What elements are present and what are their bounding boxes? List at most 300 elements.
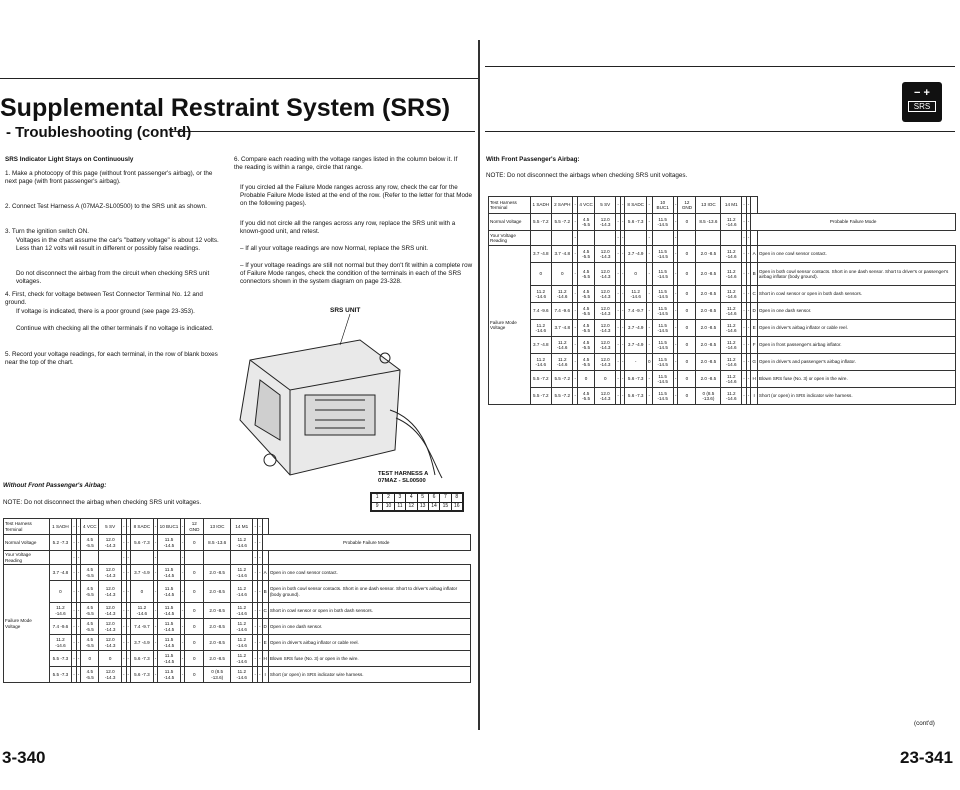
mode-letter: B (751, 263, 758, 286)
reading-cell: - (253, 551, 258, 565)
reading-row (4, 551, 471, 565)
voltage-cell: - (122, 581, 127, 603)
voltage-cell: - (76, 667, 81, 683)
pin: 6 (429, 494, 439, 502)
mode-letter: D (751, 303, 758, 320)
voltage-cell: - (253, 651, 258, 667)
voltage-cell: 5.6 -7.3 (131, 651, 154, 667)
voltage-cell: - (153, 581, 158, 603)
mode-description: Blown SRS fuse (No. 3) or open in the wire. (757, 371, 955, 388)
voltage-cell: 0 (678, 286, 696, 303)
voltage-cell: - (253, 635, 258, 651)
voltage-cell: - (76, 581, 81, 603)
voltage-cell: - (616, 388, 621, 405)
voltage-cell: - (253, 535, 258, 551)
pin: 11 (395, 503, 405, 511)
voltage-cell: 0 (185, 651, 204, 667)
voltage-cell: 0 (99, 651, 122, 667)
voltage-table-without-passenger-airbag (3, 518, 471, 683)
voltage-cell: - (257, 619, 262, 635)
reading-cell: - (620, 231, 625, 246)
normal-label: Normal Voltage (4, 535, 50, 551)
voltage-cell: 0 (185, 603, 204, 619)
reading-cell: - (72, 551, 77, 565)
failure-row (489, 320, 956, 337)
voltage-cell: - (746, 246, 751, 263)
voltage-cell: - (122, 667, 127, 683)
voltage-cell: 12.0 -14.3 (99, 667, 122, 683)
voltage-cell: 12.0 -14.3 (99, 565, 122, 581)
reading-cell: - (122, 551, 127, 565)
voltage-cell: 4.5 -5.5 (578, 320, 595, 337)
voltage-cell: 11.2 -14.6 (49, 603, 72, 619)
voltage-cell: - (673, 337, 678, 354)
normal-row (489, 214, 956, 231)
voltage-cell: - (616, 263, 621, 286)
mode-letter: F (751, 337, 758, 354)
header-rule-top-left (0, 78, 480, 79)
reading-cell (696, 231, 721, 246)
voltage-cell: - (153, 635, 158, 651)
voltage-cell: - (620, 286, 625, 303)
voltage-cell: - (616, 246, 621, 263)
voltage-cell: - (625, 354, 647, 371)
terminal-cell: 2 SAPH (552, 197, 573, 214)
voltage-cell: - (746, 388, 751, 405)
voltage-cell: 11.5 -14.5 (158, 619, 181, 635)
voltage-cell: 2.0 -8.5 (204, 635, 231, 651)
srs-unit-label: SRS UNIT (330, 307, 361, 314)
voltage-cell: - (253, 667, 258, 683)
voltage-cell: 12.0 -14.3 (595, 337, 616, 354)
without-passenger-airbag-heading: Without Front Passenger's Airbag: (3, 482, 107, 489)
voltage-cell: - (253, 603, 258, 619)
reading-cell (185, 551, 204, 565)
voltage-cell: - (646, 320, 652, 337)
page-number-left: 3-340 (2, 748, 46, 767)
voltage-cell: 0 (185, 535, 204, 551)
voltage-cell: 0 (678, 303, 696, 320)
voltage-cell: - (76, 635, 81, 651)
reading-cell: - (616, 231, 621, 246)
voltage-cell: 11.5 -14.5 (158, 581, 181, 603)
voltage-cell: - (180, 565, 185, 581)
pin: 12 (406, 503, 416, 511)
voltage-cell: 5.5 -7.2 (552, 214, 573, 231)
voltage-cell: 0 (595, 371, 616, 388)
voltage-cell: 2.0 -8.5 (696, 263, 721, 286)
voltage-cell: - (742, 214, 747, 231)
voltage-cell: - (573, 320, 578, 337)
voltage-cell: 11.2 -14.6 (552, 337, 573, 354)
voltage-cell: - (746, 286, 751, 303)
voltage-cell: - (620, 388, 625, 405)
pin: 8 (452, 494, 462, 502)
probable-label: Probable Failure Mode (751, 214, 956, 231)
voltage-cell: - (257, 535, 262, 551)
reading-cell: - (257, 551, 262, 565)
voltage-cell: 11.5 -14.5 (158, 667, 181, 683)
voltage-cell: 12.0 -14.3 (595, 354, 616, 371)
voltage-cell: - (153, 535, 158, 551)
voltage-cell: - (72, 565, 77, 581)
voltage-cell: 4.5 -5.5 (81, 603, 99, 619)
header-rule-right (485, 66, 955, 67)
failure-row (489, 354, 956, 371)
voltage-cell: - (72, 651, 77, 667)
mode-description: Open in one cowl sensor contact. (757, 246, 955, 263)
voltage-cell: 12.0 -14.3 (595, 320, 616, 337)
voltage-cell: 2.0 -8.5 (696, 354, 721, 371)
failure-row (489, 286, 956, 303)
voltage-cell: 0 (578, 371, 595, 388)
step-3-bullet-1: Voltages in the chart assume the car's "battery voltage" is about 12 volts. Less than 12 volts will result in different or possibly false readings. (16, 237, 219, 253)
voltage-cell: - (76, 535, 81, 551)
reading-cell (530, 231, 552, 246)
voltage-cell: 7.4 -9.7 (625, 303, 647, 320)
mode-description: Short in cowl sensor or open in both dash sensors. (757, 286, 955, 303)
voltage-cell: - (646, 337, 652, 354)
voltage-cell: - (573, 371, 578, 388)
voltage-cell: 12.0 -14.3 (595, 388, 616, 405)
voltage-cell: 2.0 -8.5 (696, 337, 721, 354)
voltage-cell: 0 (552, 263, 573, 286)
terminal-cell: 10 BUC1 (652, 197, 673, 214)
mode-letter: C (262, 603, 268, 619)
with-passenger-airbag-note: NOTE: Do not disconnect the airbags when checking SRS unit voltages. (486, 172, 688, 179)
terminal-cell: - (257, 519, 262, 535)
voltage-cell: 11.2 -14.6 (721, 286, 742, 303)
terminal-cell: - (616, 197, 621, 214)
voltage-table-with-passenger-airbag (488, 196, 956, 405)
mode-description: Short (or open) in SRS indicator wire harness. (268, 667, 470, 683)
voltage-cell: 0 (678, 246, 696, 263)
voltage-cell: 0 (678, 214, 696, 231)
voltage-cell: 11.5 -14.5 (158, 565, 181, 581)
without-passenger-airbag-note: NOTE: Do not disconnect the airbag when checking SRS unit voltages. (3, 499, 202, 506)
voltage-cell: - (742, 246, 747, 263)
reading-cell: - (126, 551, 131, 565)
voltage-cell: 2.0 -8.5 (204, 651, 231, 667)
mode-description: Short in cowl sensor or open in both dash sensors. (268, 603, 470, 619)
voltage-cell: 2.0 -8.5 (696, 303, 721, 320)
mode-letter: E (262, 635, 268, 651)
voltage-cell: 11.2 -14.6 (721, 388, 742, 405)
voltage-cell: - (573, 354, 578, 371)
mode-letter: I (751, 388, 758, 405)
voltage-cell: 11.5 -14.5 (652, 286, 673, 303)
mode-description: Open in both cowl sensor contacts. Short in one dash sensor. Short to driver's or passenger's airbag inflator (body ground). (757, 263, 955, 286)
pin: 15 (440, 503, 450, 511)
terminal-cell: - (76, 519, 81, 535)
mode-cell (751, 197, 758, 214)
voltage-cell: - (76, 565, 81, 581)
reading-cell (49, 551, 72, 565)
voltage-cell: 11.2 -14.6 (231, 603, 253, 619)
step-3: 3. Turn the ignition switch ON. (5, 228, 89, 235)
voltage-cell: - (620, 303, 625, 320)
voltage-cell: 3.7 -4.9 (625, 246, 647, 263)
voltage-cell: 11.2 -14.6 (530, 320, 552, 337)
failure-row (4, 619, 471, 635)
voltage-cell: - (180, 581, 185, 603)
voltage-cell: - (673, 354, 678, 371)
voltage-cell: 11.5 -14.5 (652, 371, 673, 388)
reading-cell (721, 231, 742, 246)
voltage-cell: 11.2 -14.6 (721, 337, 742, 354)
pin: 14 (429, 503, 439, 511)
header-rule-mid (170, 131, 475, 132)
voltage-cell: 11.2 -14.6 (231, 535, 253, 551)
voltage-cell: - (616, 354, 621, 371)
terminal-cell: 4 VCC (81, 519, 99, 535)
reading-cell: - (742, 231, 747, 246)
voltage-cell: 5.5 -7.3 (49, 667, 72, 683)
reading-cell: - (646, 231, 652, 246)
voltage-cell: - (126, 667, 131, 683)
voltage-cell: 0 (185, 619, 204, 635)
terminal-cell: - (573, 197, 578, 214)
voltage-cell: - (153, 651, 158, 667)
voltage-cell: - (126, 581, 131, 603)
voltage-cell: - (126, 535, 131, 551)
voltage-cell: 11.5 -14.5 (158, 651, 181, 667)
failure-row (489, 263, 956, 286)
failure-row (4, 581, 471, 603)
voltage-cell: 11.2 -14.6 (231, 667, 253, 683)
voltage-cell: - (742, 354, 747, 371)
mode-letter: H (751, 371, 758, 388)
voltage-cell: - (746, 320, 751, 337)
voltage-cell: 4.5 -5.5 (578, 263, 595, 286)
probable-label: Probable Failure Mode (262, 535, 470, 551)
terminal-cell: 1 SADH (49, 519, 72, 535)
voltage-cell: - (742, 303, 747, 320)
voltage-cell: 0 (678, 320, 696, 337)
voltage-cell: - (746, 263, 751, 286)
voltage-cell: 0 (131, 581, 154, 603)
reading-label: Your Voltage Reading (4, 551, 50, 565)
srs-unit-leader (340, 314, 350, 345)
reading-cell (552, 231, 573, 246)
reading-row (489, 231, 956, 246)
binding-gutter (478, 40, 480, 730)
voltage-cell: 4.5 -5.5 (81, 667, 99, 683)
voltage-cell: - (616, 303, 621, 320)
voltage-cell: 7.4 -9.6 (530, 303, 552, 320)
voltage-cell: 11.2 -14.6 (721, 371, 742, 388)
voltage-cell: - (573, 388, 578, 405)
voltage-cell: 2.0 -8.5 (696, 286, 721, 303)
reading-cell: - (746, 231, 751, 246)
voltage-cell: - (620, 371, 625, 388)
voltage-cell: - (620, 214, 625, 231)
voltage-cell: 2.0 -8.5 (204, 581, 231, 603)
voltage-cell: 11.5 -14.5 (652, 388, 673, 405)
voltage-cell: 11.2 -14.6 (721, 354, 742, 371)
voltage-cell: - (180, 535, 185, 551)
voltage-cell: - (620, 246, 625, 263)
voltage-cell: 11.2 -14.6 (231, 651, 253, 667)
terminal-cell: 10 BUC1 (158, 519, 181, 535)
reading-cell: - (180, 551, 185, 565)
mode-description: Blown SRS fuse (No. 3) or open in the wire. (268, 651, 470, 667)
voltage-cell: - (646, 371, 652, 388)
reading-cell (81, 551, 99, 565)
voltage-cell: - (76, 619, 81, 635)
voltage-cell: 7.4 -9.6 (552, 303, 573, 320)
voltage-cell: 8.5 -13.6 (696, 214, 721, 231)
voltage-cell: 0 (8.5 -13.6) (696, 388, 721, 405)
failure-row (489, 371, 956, 388)
terminal-label: Test Harness Terminal (4, 519, 50, 535)
mode-description: Open in driver's airbag inflator or cable reel. (757, 320, 955, 337)
reading-cell: - (76, 551, 81, 565)
reading-cell (652, 231, 673, 246)
voltage-cell: - (616, 337, 621, 354)
voltage-cell: - (673, 303, 678, 320)
terminal-cell: 14 M1 (721, 197, 742, 214)
voltage-cell: 4.5 -5.5 (81, 635, 99, 651)
mode-description: Short (or open) in SRS indicator wire harness. (757, 388, 955, 405)
terminal-cell: - (253, 519, 258, 535)
voltage-cell: 2.0 -8.5 (204, 603, 231, 619)
terminal-cell: 8 SADC (131, 519, 154, 535)
voltage-cell: 12.0 -14.3 (595, 286, 616, 303)
voltage-cell: - (573, 214, 578, 231)
reading-cell: - (153, 551, 158, 565)
voltage-cell: 4.5 -5.5 (578, 214, 595, 231)
step-5: 5. Record your voltage readings, for each terminal, in the row of blank boxes near the top of the chart. (5, 351, 218, 367)
voltage-cell: 0 (678, 263, 696, 286)
voltage-cell: - (746, 214, 751, 231)
voltage-cell: 11.2 -14.6 (552, 354, 573, 371)
voltage-cell: 5.6 -7.3 (625, 388, 647, 405)
voltage-cell: - (72, 603, 77, 619)
voltage-cell: 3.7 -4.9 (131, 635, 154, 651)
voltage-cell: 5.6 -7.3 (131, 535, 154, 551)
voltage-cell: 11.2 -14.6 (721, 246, 742, 263)
voltage-cell: 4.5 -5.5 (578, 337, 595, 354)
voltage-cell: 12.0 -14.3 (99, 535, 122, 551)
mode-letter: D (262, 619, 268, 635)
normal-label: Normal Voltage (489, 214, 531, 231)
voltage-cell: 0 (646, 354, 652, 371)
blank-cell (757, 197, 955, 214)
voltage-cell: - (746, 354, 751, 371)
voltage-cell: 5.5 -7.2 (552, 371, 573, 388)
voltage-cell: - (180, 603, 185, 619)
voltage-cell: - (72, 581, 77, 603)
mode-description: Open in one dash sensor. (757, 303, 955, 320)
voltage-cell: - (72, 535, 77, 551)
pin: 7 (440, 494, 450, 502)
mode-description: Open in driver's airbag inflator or cable reel. (268, 635, 470, 651)
failure-label: Failure Mode Voltage (4, 565, 50, 683)
terminal-cell: - (122, 519, 127, 535)
voltage-cell: 0 (8.5 -13.6) (204, 667, 231, 683)
voltage-cell: - (573, 246, 578, 263)
failure-row (489, 246, 956, 263)
voltage-cell: - (153, 565, 158, 581)
reading-cell (99, 551, 122, 565)
step-4-bullet-1: If voltage is indicated, there is a poor ground (see page 23-353). (16, 308, 195, 315)
voltage-cell: - (126, 635, 131, 651)
mode-letter: H (262, 651, 268, 667)
voltage-cell: 5.5 -7.3 (49, 651, 72, 667)
voltage-cell: 0 (185, 635, 204, 651)
voltage-cell: - (180, 651, 185, 667)
voltage-cell: 12.0 -14.3 (99, 619, 122, 635)
failure-row (4, 603, 471, 619)
voltage-cell: 5.5 -7.2 (552, 388, 573, 405)
voltage-cell: 11.5 -14.5 (652, 320, 673, 337)
voltage-cell: 4.5 -5.5 (578, 388, 595, 405)
reading-cell (625, 231, 647, 246)
mode-letter: A (262, 565, 268, 581)
page-number-right: 23-341 (900, 748, 953, 767)
voltage-cell: 0 (49, 581, 72, 603)
voltage-cell: 5.6 -7.3 (131, 667, 154, 683)
reading-cell (231, 551, 253, 565)
voltage-cell: - (180, 667, 185, 683)
step-6-dash-2: – If your voltage readings are still not normal but they don't fit within a complete row of Failure Mode ranges, check the condition of the terminals in each of the SRS connectors shown in the system diagram on page 23-328. (240, 262, 473, 286)
header-row (4, 519, 471, 535)
voltage-cell: - (76, 603, 81, 619)
normal-row (4, 535, 471, 551)
voltage-cell: - (257, 581, 262, 603)
voltage-cell: 11.2 -14.6 (231, 619, 253, 635)
voltage-cell: 0 (625, 263, 647, 286)
terminal-cell: 5 SV (595, 197, 616, 214)
voltage-cell: - (673, 388, 678, 405)
failure-row (4, 565, 471, 581)
step-6-bullet-1: If you circled all the Failure Mode ranges across any row, check the car for the Probable Failure Mode listed at the end of the row. (Refer to the letter for that Mode on the following pages). (240, 184, 473, 208)
terminal-cell: 13 IOC (696, 197, 721, 214)
voltage-cell: - (746, 371, 751, 388)
section-heading: SRS Indicator Light Stays on Continuously (5, 156, 134, 163)
voltage-cell: - (72, 667, 77, 683)
failure-row (489, 337, 956, 354)
voltage-cell: - (742, 371, 747, 388)
voltage-cell: 3.7 -4.8 (530, 246, 552, 263)
srs-badge (902, 82, 942, 122)
voltage-cell: 11.5 -14.5 (652, 354, 673, 371)
terminal-cell: 5 SV (99, 519, 122, 535)
voltage-cell: - (742, 320, 747, 337)
voltage-cell: 11.2 -14.6 (231, 635, 253, 651)
voltage-cell: - (257, 667, 262, 683)
voltage-cell: 5.6 -7.3 (625, 214, 647, 231)
voltage-cell: - (616, 320, 621, 337)
voltage-cell: 12.0 -14.3 (99, 581, 122, 603)
voltage-cell: - (646, 388, 652, 405)
voltage-cell: - (742, 263, 747, 286)
voltage-cell: - (72, 619, 77, 635)
voltage-cell: - (620, 263, 625, 286)
voltage-cell: 11.2 -14.6 (231, 581, 253, 603)
step-1: 1. Make a photocopy of this page (without front passenger's airbag), or the next page (with front passenger's airbag). (5, 170, 213, 186)
voltage-cell: - (126, 603, 131, 619)
voltage-cell: - (126, 565, 131, 581)
voltage-cell: - (153, 603, 158, 619)
voltage-cell: - (620, 337, 625, 354)
pin: 13 (418, 503, 428, 511)
step-2: 2. Connect Test Harness A (07MAZ-SL00500) to the SRS unit as shown. (5, 203, 207, 210)
voltage-cell: 0 (185, 667, 204, 683)
harness-part-number: 07MAZ - SL00500 (378, 478, 426, 484)
step-4-bullet-2: Continue with checking all the other terminals if no voltage is indicated. (16, 325, 214, 332)
